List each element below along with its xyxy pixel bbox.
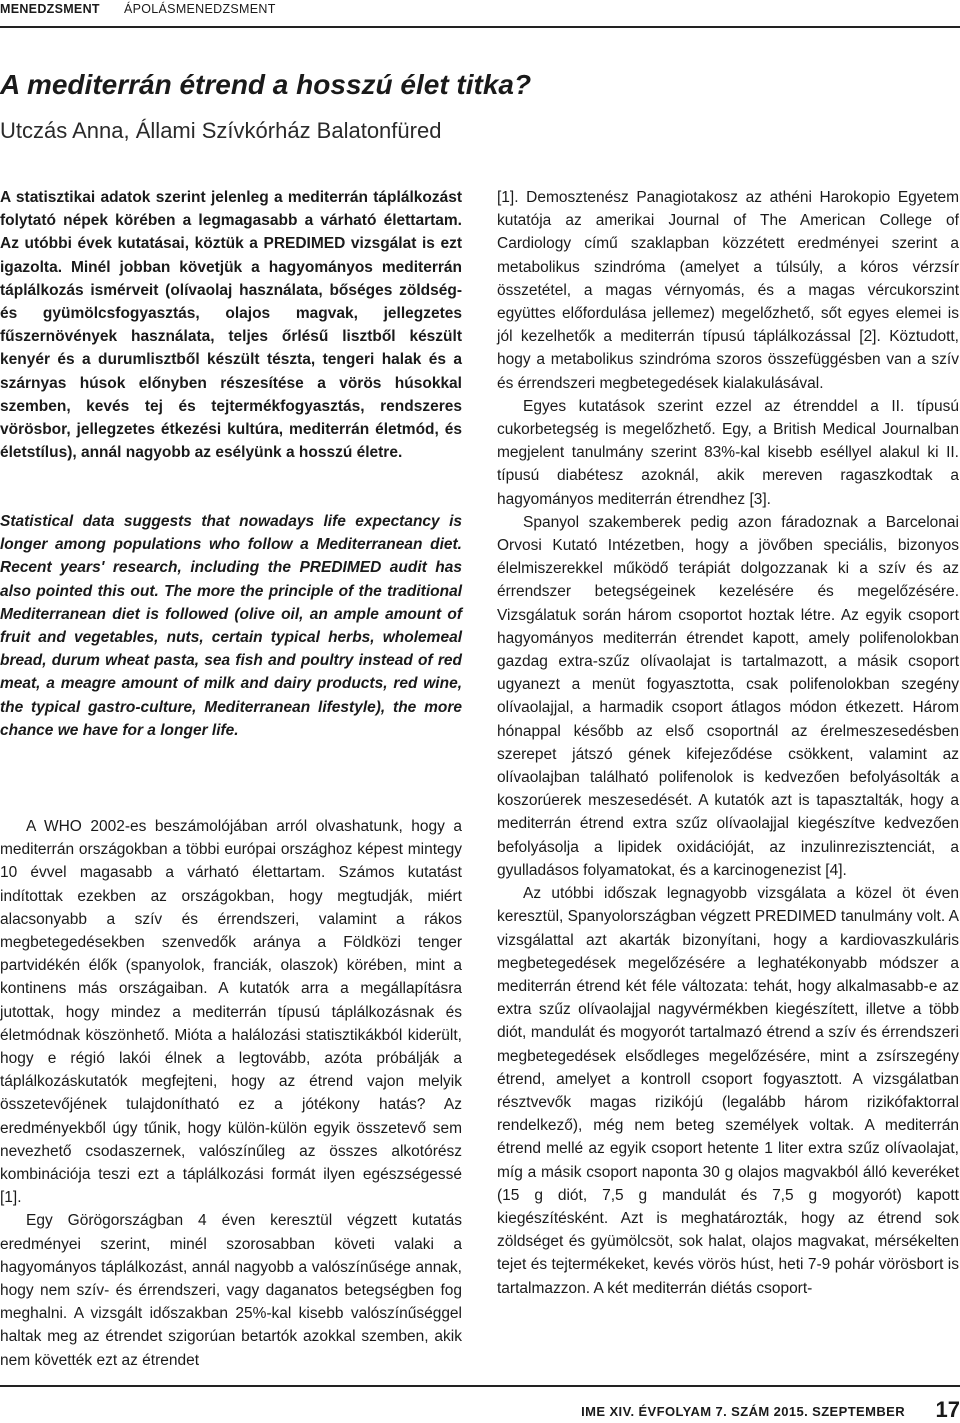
body-column-right	[497, 186, 959, 1300]
body-column-left	[0, 815, 462, 1372]
paragraph: Az utóbbi időszak legnagyobb vizsgálata a közel öt éven keresztül, Spanyolországban végzett PREDIMED tanulmány volt. A vizsgálattal azt akarták bizonyítani, hogy a kardiovaszkuláris megbetegedések megelőzésére a leghatékonyabb módszer a mediterrán étrend két féle változata: tehát, hogy alkalmasabb-e az extra szűz olívaolajjal nagyvérmékben kiegészített, illetve a több diót, mandulát és mogyorót tartalmazó étrend a szív és érrendszeri megbetegedések elsődleges megelőzésére, mint a zsírszegény étrend, amelyet a kontroll csoport fogyasztott. A vizsgálatban résztvevők magas rizikójú (legalább három rizikófaktorral rendelkező), még nem beteg személyek voltak. A mediterrán étrend mellé az egyik csoport hetente 1 liter extra szűz olívaolajat, míg a másik csoport naponta 30 g olajos magvakból álló keveréket (15 g diót, 7,5 g mandulát és 7,5 g mogyorót) kapott kiegészítésként. Azt is meghatározták, hogy az étrend sok zöldséget és gyümölcsöt, sok halat, olajos magvakat, mérsékelten tejet és tejtermékeket, kevés vörös húst, heti 7-9 pohár vörösbort is tartalmazzon. A két mediterrán diétás csoport-	[497, 885, 959, 1297]
subsection-label: ÁPOLÁSMENEDZSMENT	[124, 2, 276, 16]
abstract-hungarian	[0, 186, 462, 464]
section-label: MENEDZSMENT	[0, 2, 100, 16]
paragraph: Egyes kutatások szerint ezzel az étrenddel a II. típusú cukorbetegség is megelőzhető. Egy, a British Medical Journalban megjelent tanulmány szerint 83%-kal kisebb eséllyel alakul ki II. típusú diabétesz azoknál, akik mereven ragaszkodtak a hagyományos mediterrán étrendhez [3].	[497, 397, 959, 508]
paragraph: A WHO 2002-es beszámolójában arról olvashatunk, hogy a mediterrán országokban a többi európai országhoz képest mintegy 10 évvel magasabb a várható élettartam. Számos kutatást indítottak ezekben az országokban, hogy megtudják, miért alacsonyabb a szív és érrendszeri, valamint a rákos megbetegedésekben szenvedők aránya a Földközi tenger partvidékén élők (spanyolok, franciák, olaszok) körében, mint a kontinens más országaiban. A kutatók arra a megállapításra jutottak, hogy mindez a mediterrán típusú táplálkozásnak és életmódnak köszönhető. Mióta a halálozási statisztikákból kiderült, hogy e régió lakói élnek a legtovább, azóta próbálják a táplálkozáskutatók megfejteni, hogy az étrend vajon melyik összetevőjének tulajdonítható ez a jótékony hatás? Az eredményekből úgy tűnik, hogy külön-külön egyik összetevő sem nevezhető csodaszernek, valószínűleg az összes alkotórész kombinációja teszi ezt a táplálkozási formát ilyen egészségessé [1].	[0, 818, 462, 1207]
running-header	[0, 0, 960, 18]
paragraph: [1]. Demosztenész Panagiotakosz az athéni Harokopio Egyetem kutatója az amerikai Journal of The American College of Cardiology című szaklapban közzétett eredményei szerint a metabolikus szindróma (amelyet a túlsúly, a kóros vérzsír összetétel, a magas vérnyomás, és a magas vércukorszint együttes előfordulása jellemez) megelőzhető, sőt egyes elemei is jól kezelhetők a mediterrán típusú táplálkozással [2]. Köztudott, hogy a metabolikus szindróma szoros összefüggésben van a szív és érrendszeri megbetegedések kialakulásával.	[497, 189, 959, 392]
footer-rule	[0, 1385, 960, 1387]
header-rule	[0, 26, 960, 28]
article-author: Utczás Anna, Állami Szívkórház Balatonfüred	[0, 118, 442, 143]
paragraph: Spanyol szakemberek pedig azon fáradoznak a Barcelonai Orvosi Kutató Intézetben, hogy a jövőben speciális, bizonyos élelmiszerekkel működő terápiát dolgozzanak ki a szív és az érrendszer betegségeinek kezelésére és megelőzésére. Vizsgálatuk során három csoportot hoztak létre. Az egyik csoport hagyományos mediterrán étrendet kapott, amely polifenolokban gazdag extra-szűz olívaolajat is tartalmazott, a másik csoport ugyanezt a menüt fogyasztotta, csak polifenolokban szegény olívaolajjal, a harmadik csoport átlagos módon étkezett. Három hónappal később az első csoportnál az érelmeszesedésben szerepet játszó gének kifejeződése csökkent, valamint az olívaolajban található polifenolok is kedvezően befolyásolták a koszorúerek meszesedését. A kutatók azt is tapasztalták, hogy a mediterrán étrend extra szűz olívaolajjal kiegészítve kedvezően befolyásolja a lipidek oxidációját, az inzulinrezisztenciát, a gyulladásos folyamatokat, és a karcinogenezist [4].	[497, 513, 959, 879]
issue-info: IME XIV. ÉVFOLYAM 7. SZÁM 2015. SZEPTEMBER	[581, 1404, 905, 1419]
abstract-hu-text: A statisztikai adatok szerint jelenleg a mediterrán táplálkozást folytató népek körében a legmagasabb a várható élettartam. Az utóbbi évek kutatásai, köztük a PREDIMED vizsgálat is ezt igazolta. Minél jobban követjük a hagyományos mediterrán táplálkozás ismérveit (olívaolaj használata, bőséges zöldség- és gyümölcsfogyasztás, olajos magvak, jellegzetes fűszernövények használata, teljes őrlésű lisztből készült kenyér és a durumlisztből készült tészta, tengeri halak és a szárnyas húsok előnyben részesítése a vörös húsokkal szemben, kevés tej és tejtermékfogyasztás, rendszeres vörösbor, jellegzetes étkezési kultúra, mediterrán életmód, és életstílus), annál nagyobb az esélyünk a hosszú életre.	[0, 189, 462, 462]
abstract-en-text: Statistical data suggests that nowadays life expectancy is longer among populations who follow a Mediterranean diet. Recent years' research, including the PREDIMED audit has also pointed this out. The more the principle of the traditional Mediterranean diet is followed (olive oil, an ample amount of fruit and vegetables, nuts, certain typical herbs, wholemeal bread, durum wheat pasta, sea fish and poultry instead of red meat, a meagre amount of milk and dairy products, red wine, the typical gastro-culture, Mediterranean lifestyle), the more chance we have for a longer life.	[0, 513, 462, 739]
abstract-english	[0, 510, 462, 742]
paragraph: Egy Görögországban 4 éven keresztül végzett kutatás eredményei szerint, minél szorosabban követi valaki a hagyományos táplálkozást, annál nagyobb a valószínűsége annak, hogy nem szív- és érrendszeri, vagy daganatos betegségben fog meghalni. A vizsgált időszakban 25%-kal kisebb valószínűséggel haltak meg az étrendet szigorúan betartók azokkal szemben, akik nem követték ezt az étrendet	[0, 1212, 462, 1369]
page-number: 17	[935, 1397, 960, 1422]
article-title: A mediterrán étrend a hosszú élet titka?	[0, 69, 532, 100]
